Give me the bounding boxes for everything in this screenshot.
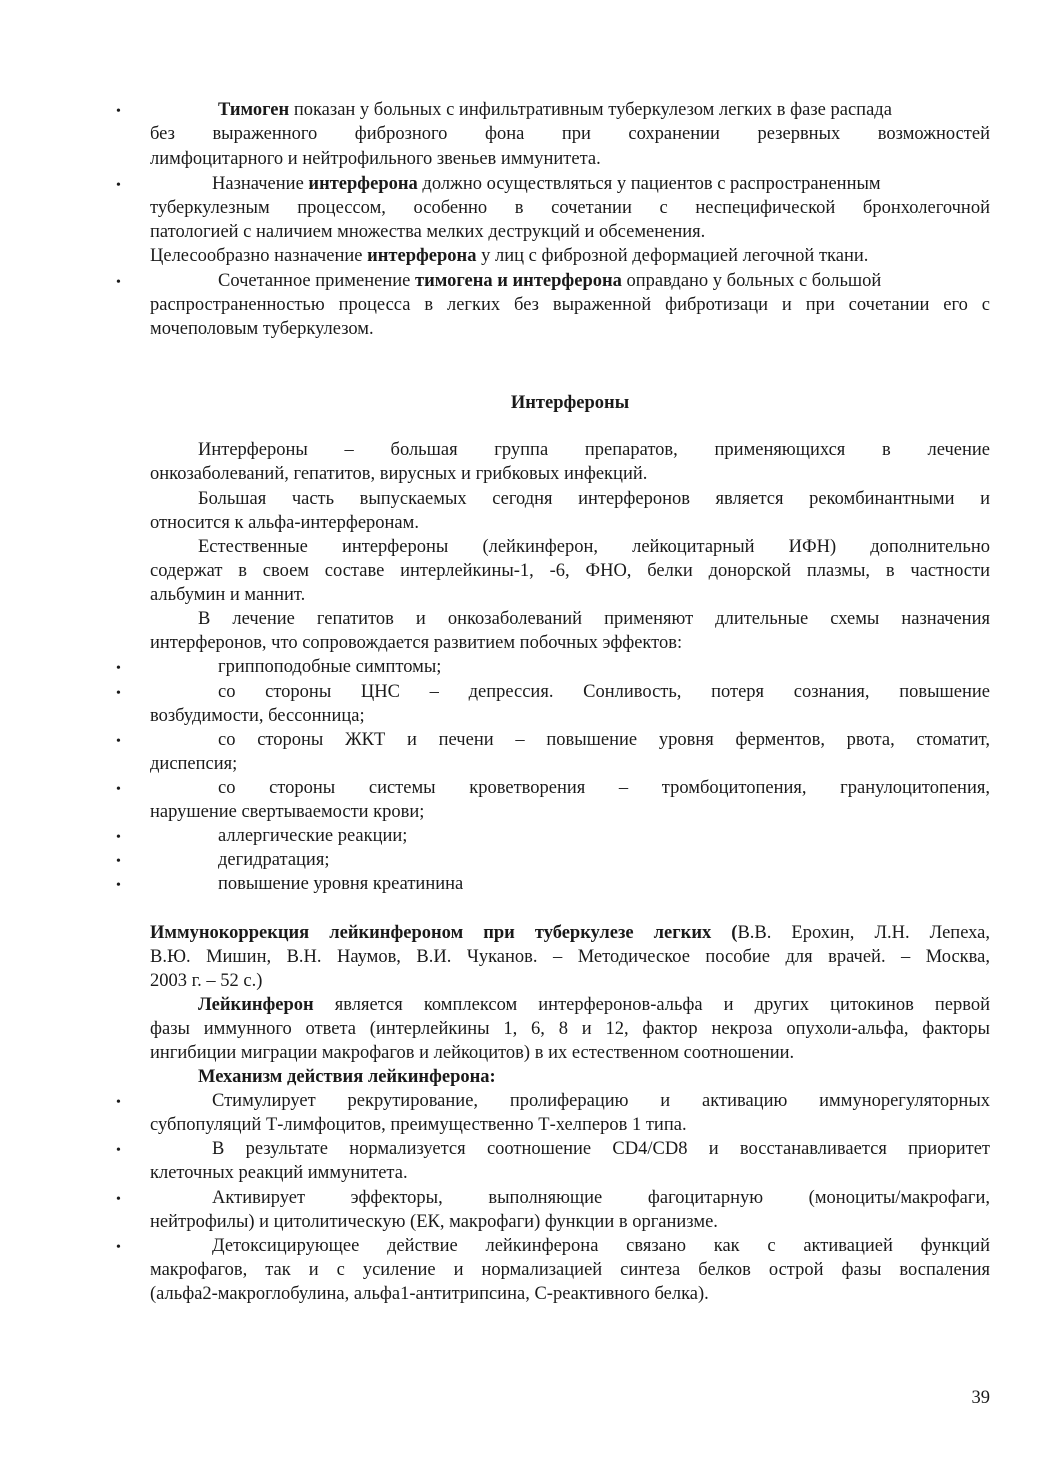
bullet bbox=[116, 776, 128, 800]
text-line: патологией с наличием множества мелких деструкций и обсеменения. bbox=[150, 222, 706, 242]
bold-term: тимогена и интерферона bbox=[414, 271, 622, 291]
text-line bbox=[150, 244, 990, 268]
list-item: Детоксицирующее действие лейкинферона связано как с активацией функций bbox=[212, 1236, 990, 1256]
text-line: Интерфероны – большая группа препаратов, применяющихся в лечение bbox=[198, 440, 990, 460]
text-line: (альфа2-макроглобулина, альфа1-антитрипсина, С-реактивного белка). bbox=[150, 1284, 709, 1304]
text-line: альбумин и маннит. bbox=[150, 585, 306, 605]
text-line: фазы иммунного ответа (интерлейкины 1, 6, 8 и 12, фактор некроза опухоли-альфа, факторы bbox=[150, 1019, 990, 1039]
list-item: В результате нормализуется соотношение CD4/CD8 и восстанавливается приоритет bbox=[212, 1139, 990, 1159]
text-run: является комплексом интерферонов-альфа и других цитокинов первой bbox=[313, 995, 990, 1015]
bold-term: интерферона bbox=[308, 174, 418, 194]
bullet bbox=[116, 655, 128, 679]
list-item: со стороны ЦНС – депрессия. Сонливость, потеря сознания, повышение bbox=[218, 682, 990, 702]
text-line: онкозаболеваний, гепатитов, вирусных и грибковых инфекций. bbox=[150, 464, 648, 484]
list-item: Стимулирует рекрутирование, пролиферацию и активацию иммунорегуляторных bbox=[212, 1091, 990, 1111]
text-line: возбудимости, бессонница; bbox=[150, 706, 365, 726]
reference-line bbox=[150, 921, 990, 945]
list-item: повышение уровня креатинина bbox=[218, 874, 464, 894]
bold-term: Лейкинферон bbox=[198, 995, 314, 1015]
text-line bbox=[212, 172, 990, 196]
reference-line: 2003 г. – 52 с.) bbox=[150, 971, 263, 991]
text-line: туберкулезным процессом, особенно в сочетании с неспецифической бронхолегочной bbox=[150, 198, 990, 218]
bullet bbox=[116, 728, 128, 752]
bullet bbox=[116, 848, 128, 872]
text-line bbox=[218, 98, 990, 122]
text-line: Естественные интерфероны (лейкинферон, лейкоцитарный ИФН) дополнительно bbox=[198, 537, 990, 557]
list-item: дегидратация; bbox=[218, 850, 330, 870]
bullet bbox=[116, 1186, 128, 1210]
text-line: интерферонов, что сопровождается развитием побочных эффектов: bbox=[150, 633, 683, 653]
text-run: В.В. Ерохин, Л.Н. Лепеха, bbox=[737, 923, 990, 943]
text-line: макрофагов, так и с усиление и нормализацией синтеза белков острой фазы воспаления bbox=[150, 1260, 990, 1280]
bold-term: Тимоген bbox=[218, 100, 290, 120]
section-heading: Интерфероны bbox=[510, 393, 630, 413]
bullet bbox=[116, 1137, 128, 1161]
bullet bbox=[116, 824, 128, 848]
list-item: гриппоподобные симптомы; bbox=[218, 657, 442, 677]
bold-term: интерферона bbox=[367, 246, 477, 266]
list-item: со стороны системы кроветворения – тромбоцитопения, гранулоцитопения, bbox=[218, 778, 990, 798]
text-line: клеточных реакций иммунитета. bbox=[150, 1163, 408, 1183]
list-item: аллергические реакции; bbox=[218, 826, 408, 846]
text-line: субпопуляций Т-лимфоцитов, преимущественно Т-хелперов 1 типа. bbox=[150, 1115, 687, 1135]
text-run: у лиц с фиброзной деформацией легочной ткани. bbox=[476, 246, 869, 266]
text-run: Сочетанное применение bbox=[218, 271, 415, 291]
text-line: нарушение свертываемости крови; bbox=[150, 802, 425, 822]
text-run: Целесообразно назначение bbox=[150, 246, 368, 266]
text-run: Назначение bbox=[212, 174, 309, 194]
text-line: диспепсия; bbox=[150, 754, 238, 774]
bullet bbox=[116, 1234, 128, 1258]
text-run: показан у больных с инфильтративным туберкулезом легких в фазе распада bbox=[289, 100, 892, 120]
page-number: 39 bbox=[971, 1388, 990, 1408]
text-run: должно осуществляться у пациентов с распространенным bbox=[417, 174, 881, 194]
bullet bbox=[116, 1089, 128, 1113]
text-line: содержат в своем составе интерлейкины-1, -6, ФНО, белки донорской плазмы, в частности bbox=[150, 561, 990, 581]
list-item: Активирует эффекторы, выполняющие фагоцитарную (моноциты/макрофаги, bbox=[212, 1188, 990, 1208]
bullet bbox=[116, 680, 128, 704]
bullet bbox=[116, 872, 128, 896]
bullet bbox=[116, 172, 128, 196]
text-line: распространенностью процесса в легких без выраженной фибротизаци и при сочетании его с bbox=[150, 295, 990, 315]
list-item: со стороны ЖКТ и печени – повышение уровня ферментов, рвота, стоматит, bbox=[218, 730, 990, 750]
bold-title: Иммунокоррекция лейкинфероном при туберкулезе легких ( bbox=[150, 923, 738, 943]
reference-line: В.Ю. Мишин, В.Н. Наумов, В.И. Чуканов. – Методическое пособие для врачей. – Москва, bbox=[150, 947, 990, 967]
text-line: относится к альфа-интерферонам. bbox=[150, 513, 419, 533]
text-line: мочеполовым туберкулезом. bbox=[150, 319, 374, 339]
text-run: оправдано у больных с большой bbox=[621, 271, 882, 291]
bullet bbox=[116, 269, 128, 293]
text-line: без выраженного фиброзного фона при сохранении резервных возможностей bbox=[150, 124, 990, 144]
text-line: нейтрофилы) и цитолитическую (ЕК, макрофаги) функции в организме. bbox=[150, 1212, 718, 1232]
text-line: Большая часть выпускаемых сегодня интерферонов является рекомбинантными и bbox=[198, 489, 990, 509]
text-line bbox=[198, 993, 990, 1017]
subheading: Механизм действия лейкинферона: bbox=[198, 1067, 496, 1087]
text-line: лимфоцитарного и нейтрофильного звеньев иммунитета. bbox=[150, 149, 601, 169]
bullet bbox=[116, 98, 128, 122]
text-line bbox=[218, 269, 990, 293]
text-line: В лечение гепатитов и онкозаболеваний применяют длительные схемы назначения bbox=[198, 609, 990, 629]
text-line: ингибиции миграции макрофагов и лейкоцитов) в их естественном соотношении. bbox=[150, 1043, 795, 1063]
